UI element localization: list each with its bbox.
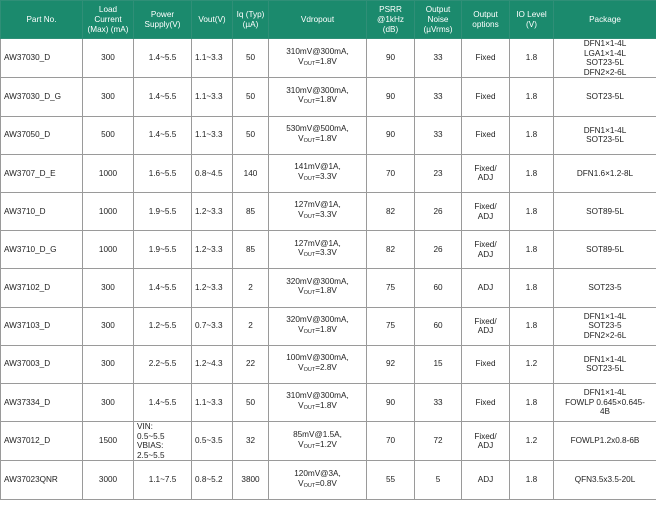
cell-vout: 1.1~3.3	[192, 39, 233, 78]
table-row	[1, 269, 656, 307]
cell-power-supply	[134, 383, 192, 421]
cell-output-noise: 5	[415, 461, 462, 499]
cell-vout: 1.2~3.3	[192, 269, 233, 307]
cell-io-level: 1.8	[510, 231, 554, 269]
supply-line: 2.5~5.5	[137, 450, 165, 460]
header-load-current: Load Current (Max) (mA)	[83, 1, 134, 39]
option-line: ADJ	[477, 211, 494, 221]
vout-symbol: V	[298, 400, 304, 410]
table-row	[1, 78, 656, 116]
cell-iq: 50	[233, 116, 269, 154]
vout-subscript: OUT	[303, 443, 316, 450]
option-line: ADJ	[477, 173, 494, 183]
cell-iq: 3800	[233, 461, 269, 499]
vout-symbol: V	[298, 171, 304, 181]
option-line: Fixed/	[474, 163, 497, 173]
table-row	[1, 422, 656, 461]
vdropout-condition: 320mV@300mA,	[286, 315, 349, 324]
cell-vdropout	[269, 422, 367, 461]
vout-subscript: OUT	[303, 60, 316, 67]
vdropout-condition: 100mV@300mA,	[286, 353, 349, 363]
cell-iq: 22	[233, 345, 269, 383]
cell-load-current: 300	[83, 269, 134, 307]
cell-package	[554, 422, 656, 461]
package-line: SOT23-5L	[586, 58, 624, 68]
cell-output-noise: 33	[415, 383, 462, 421]
cell-power-supply	[134, 154, 192, 192]
vdropout-condition: 127mV@1A,	[294, 200, 341, 210]
vout-subscript: OUT	[303, 290, 316, 297]
vdropout-voltage: =1.8V	[315, 286, 337, 296]
cell-load-current: 3000	[83, 461, 134, 499]
option-line: Fixed/	[474, 240, 497, 250]
package-line: FOWLP1.2x0.8-6B	[570, 436, 640, 446]
vout-subscript: OUT	[303, 252, 316, 259]
supply-line: 1.2~5.5	[148, 321, 177, 331]
package-line: SOT23-5L	[586, 92, 624, 102]
header-psrr: PSRR @1kHz (dB)	[367, 1, 415, 39]
vdropout-condition: 310mV@300mA,	[286, 391, 349, 401]
package-line: DFN1×1-4L	[583, 354, 627, 364]
cell-io-level: 1.8	[510, 192, 554, 230]
cell-output-options	[462, 78, 510, 116]
supply-line: 1.4~5.5	[148, 397, 177, 407]
cell-load-current: 1000	[83, 154, 134, 192]
cell-power-supply	[134, 116, 192, 154]
cell-vdropout	[269, 269, 367, 307]
cell-io-level: 1.8	[510, 307, 554, 345]
cell-vout: 1.2~3.3	[192, 192, 233, 230]
vdropout-voltage: =0.8V	[315, 478, 337, 488]
cell-iq: 140	[233, 154, 269, 192]
cell-load-current: 300	[83, 383, 134, 421]
cell-output-noise: 15	[415, 345, 462, 383]
cell-output-options	[462, 116, 510, 154]
cell-power-supply	[134, 39, 192, 78]
cell-output-options	[462, 231, 510, 269]
cell-vdropout	[269, 154, 367, 192]
cell-part-no: AW37050_D	[1, 116, 83, 154]
cell-output-noise: 26	[415, 192, 462, 230]
cell-package	[554, 269, 656, 307]
supply-line: 1.1~7.5	[148, 475, 177, 485]
supply-line: 1.6~5.5	[148, 168, 177, 178]
cell-psrr: 92	[367, 345, 415, 383]
vdropout-condition: 85mV@1.5A,	[293, 430, 342, 440]
cell-output-noise: 33	[415, 78, 462, 116]
supply-line: VIN:	[137, 422, 153, 432]
cell-output-options	[462, 269, 510, 307]
cell-load-current: 1000	[83, 231, 134, 269]
header-power-supply: Power Supply(V)	[134, 1, 192, 39]
cell-power-supply	[134, 231, 192, 269]
cell-io-level: 1.2	[510, 345, 554, 383]
table-row	[1, 461, 656, 499]
vout-symbol: V	[298, 95, 304, 105]
cell-iq: 32	[233, 422, 269, 461]
vout-symbol: V	[298, 439, 304, 449]
package-line: 4B	[599, 407, 610, 417]
vout-subscript: OUT	[303, 482, 316, 489]
vdropout-voltage: =1.8V	[315, 56, 337, 66]
vout-subscript: OUT	[303, 404, 316, 411]
supply-line: 1.4~5.5	[148, 92, 177, 102]
cell-output-noise: 60	[415, 307, 462, 345]
cell-vout: 1.2~3.3	[192, 231, 233, 269]
table-row	[1, 383, 656, 421]
cell-vdropout	[269, 231, 367, 269]
cell-load-current: 300	[83, 39, 134, 78]
cell-load-current: 1000	[83, 192, 134, 230]
vdropout-condition: 310mV@300mA,	[286, 47, 349, 57]
vout-symbol: V	[298, 478, 304, 488]
vout-symbol: V	[298, 133, 304, 143]
cell-part-no: AW37102_D	[1, 269, 83, 307]
package-line: SOT89-5L	[586, 244, 624, 254]
vdropout-condition: 120mV@3A,	[294, 468, 341, 478]
cell-psrr: 75	[367, 307, 415, 345]
cell-iq: 50	[233, 78, 269, 116]
package-line: LGA1×1-4L	[583, 48, 627, 58]
cell-psrr: 75	[367, 269, 415, 307]
vdropout-voltage: =1.8V	[315, 95, 337, 105]
cell-vout: 1.2~4.3	[192, 345, 233, 383]
supply-line: 1.9~5.5	[148, 206, 177, 216]
cell-part-no: AW37023QNR	[1, 461, 83, 499]
cell-iq: 2	[233, 307, 269, 345]
header-output-options: Output options	[462, 1, 510, 39]
cell-part-no: AW37103_D	[1, 307, 83, 345]
vdropout-voltage: =3.3V	[315, 171, 337, 181]
cell-load-current: 300	[83, 78, 134, 116]
cell-package	[554, 307, 656, 345]
package-line: SOT23-5	[588, 321, 622, 331]
option-line: ADJ	[477, 326, 494, 336]
cell-io-level: 1.8	[510, 461, 554, 499]
option-line: ADJ	[477, 249, 494, 259]
option-line: ADJ	[477, 441, 494, 451]
cell-power-supply	[134, 345, 192, 383]
table-row	[1, 307, 656, 345]
cell-load-current: 300	[83, 345, 134, 383]
option-line: Fixed	[475, 92, 496, 102]
cell-psrr: 90	[367, 116, 415, 154]
cell-part-no: AW37003_D	[1, 345, 83, 383]
table-row	[1, 231, 656, 269]
vout-subscript: OUT	[303, 366, 316, 373]
header-output-noise: Output Noise (µVrms)	[415, 1, 462, 39]
cell-output-options	[462, 39, 510, 78]
option-line: Fixed	[475, 130, 496, 140]
vdropout-condition: 141mV@1A,	[294, 162, 341, 172]
table-row	[1, 154, 656, 192]
cell-iq: 50	[233, 383, 269, 421]
vout-symbol: V	[298, 362, 304, 372]
vdropout-voltage: =3.3V	[315, 248, 337, 258]
header-vdropout: Vdropout	[269, 1, 367, 39]
table-row	[1, 345, 656, 383]
table-row	[1, 39, 656, 78]
supply-line: 2.2~5.5	[148, 359, 177, 369]
cell-psrr: 82	[367, 192, 415, 230]
cell-vout: 0.8~5.2	[192, 461, 233, 499]
vdropout-condition: 127mV@1A,	[294, 238, 341, 248]
cell-part-no: AW3710_D	[1, 192, 83, 230]
option-line: Fixed/	[474, 201, 497, 211]
vout-symbol: V	[298, 56, 304, 66]
vdropout-voltage: =1.8V	[315, 400, 337, 410]
supply-line: 1.4~5.5	[148, 283, 177, 293]
vdropout-voltage: =1.8V	[315, 133, 337, 143]
cell-vout: 1.1~3.3	[192, 78, 233, 116]
cell-vout: 0.7~3.3	[192, 307, 233, 345]
supply-line: 0.5~5.5	[137, 431, 165, 441]
package-line: DFN2×2-6L	[583, 67, 627, 77]
cell-output-options	[462, 154, 510, 192]
cell-load-current: 500	[83, 116, 134, 154]
option-line: Fixed	[475, 359, 496, 369]
package-line: DFN1×1-4L	[583, 311, 627, 321]
option-line: ADJ	[477, 475, 494, 485]
supply-line: VBIAS:	[137, 441, 164, 451]
cell-output-options	[462, 307, 510, 345]
cell-output-noise: 60	[415, 269, 462, 307]
cell-psrr: 90	[367, 383, 415, 421]
cell-power-supply	[134, 461, 192, 499]
cell-vout: 1.1~3.3	[192, 116, 233, 154]
header-package: Package	[554, 1, 656, 39]
package-line: SOT23-5L	[586, 364, 624, 374]
cell-package	[554, 461, 656, 499]
cell-package	[554, 39, 656, 78]
cell-io-level: 1.8	[510, 116, 554, 154]
package-line: SOT23-5L	[586, 135, 624, 145]
cell-psrr: 90	[367, 78, 415, 116]
vdropout-voltage: =3.3V	[315, 210, 337, 220]
header-vout: Vout(V)	[192, 1, 233, 39]
cell-part-no: AW3710_D_G	[1, 231, 83, 269]
cell-part-no: AW37012_D	[1, 422, 83, 461]
package-line: FOWLP 0.645×0.645-	[565, 397, 645, 407]
cell-part-no: AW37030_D	[1, 39, 83, 78]
package-line: DFN2×2-6L	[583, 330, 627, 340]
cell-output-options	[462, 383, 510, 421]
cell-part-no: AW3707_D_E	[1, 154, 83, 192]
cell-vdropout	[269, 307, 367, 345]
cell-output-noise: 72	[415, 422, 462, 461]
cell-io-level: 1.2	[510, 422, 554, 461]
vout-symbol: V	[298, 286, 304, 296]
cell-vdropout	[269, 192, 367, 230]
cell-output-noise: 33	[415, 116, 462, 154]
cell-power-supply	[134, 192, 192, 230]
cell-io-level: 1.8	[510, 383, 554, 421]
cell-package	[554, 116, 656, 154]
cell-power-supply	[134, 307, 192, 345]
cell-io-level: 1.8	[510, 269, 554, 307]
cell-vout: 0.5~3.5	[192, 422, 233, 461]
option-line: Fixed	[475, 397, 496, 407]
cell-output-options	[462, 422, 510, 461]
cell-output-noise: 23	[415, 154, 462, 192]
cell-psrr: 82	[367, 231, 415, 269]
table-body	[1, 39, 656, 500]
cell-package	[554, 231, 656, 269]
vout-subscript: OUT	[303, 137, 316, 144]
cell-vdropout	[269, 461, 367, 499]
cell-package	[554, 78, 656, 116]
table-row	[1, 192, 656, 230]
cell-vdropout	[269, 383, 367, 421]
cell-package	[554, 192, 656, 230]
vdropout-voltage: =1.2V	[315, 439, 337, 449]
cell-output-options	[462, 345, 510, 383]
supply-line: 1.9~5.5	[148, 244, 177, 254]
vout-symbol: V	[298, 210, 304, 220]
cell-power-supply	[134, 78, 192, 116]
cell-iq: 50	[233, 39, 269, 78]
cell-output-noise: 33	[415, 39, 462, 78]
vdropout-voltage: =2.8V	[315, 362, 337, 372]
package-line: SOT89-5L	[586, 206, 624, 216]
vdropout-condition: 530mV@500mA,	[286, 124, 349, 134]
cell-package	[554, 345, 656, 383]
header-io-level: IO Level (V)	[510, 1, 554, 39]
cell-part-no: AW37334_D	[1, 383, 83, 421]
cell-vout: 1.1~3.3	[192, 383, 233, 421]
supply-line: 1.4~5.5	[148, 130, 177, 140]
vout-subscript: OUT	[303, 328, 316, 335]
cell-output-noise: 26	[415, 231, 462, 269]
option-line: Fixed/	[474, 431, 497, 441]
vout-symbol: V	[298, 248, 304, 258]
package-line: DFN1×1-4L	[583, 39, 627, 48]
cell-vdropout	[269, 39, 367, 78]
vout-symbol: V	[298, 324, 304, 334]
cell-psrr: 55	[367, 461, 415, 499]
header-iq: Iq (Typ) (µA)	[233, 1, 269, 39]
package-line: DFN1×1-4L	[583, 388, 627, 398]
cell-vdropout	[269, 116, 367, 154]
cell-power-supply	[134, 422, 192, 461]
cell-psrr: 90	[367, 39, 415, 78]
cell-power-supply	[134, 269, 192, 307]
header-row	[1, 1, 656, 39]
cell-load-current: 300	[83, 307, 134, 345]
package-line: QFN3.5x3.5-20L	[574, 475, 636, 485]
cell-load-current: 1500	[83, 422, 134, 461]
header-part-no: Part No.	[1, 1, 83, 39]
cell-vdropout	[269, 78, 367, 116]
option-line: ADJ	[477, 283, 494, 293]
supply-line: 1.4~5.5	[148, 53, 177, 63]
vdropout-condition: 320mV@300mA,	[286, 276, 349, 286]
vdropout-condition: 310mV@300mA,	[286, 85, 349, 95]
cell-iq: 85	[233, 192, 269, 230]
option-line: Fixed	[475, 53, 496, 63]
cell-iq: 2	[233, 269, 269, 307]
cell-part-no: AW37030_D_G	[1, 78, 83, 116]
cell-psrr: 70	[367, 422, 415, 461]
package-line: DFN1×1-4L	[583, 125, 627, 135]
package-line: SOT23-5	[588, 283, 622, 293]
cell-vout: 0.8~4.5	[192, 154, 233, 192]
cell-io-level: 1.8	[510, 39, 554, 78]
cell-package	[554, 383, 656, 421]
cell-iq: 85	[233, 231, 269, 269]
vout-subscript: OUT	[303, 175, 316, 182]
package-line: DFN1.6×1.2-8L	[576, 168, 634, 178]
vout-subscript: OUT	[303, 99, 316, 106]
cell-output-options	[462, 192, 510, 230]
cell-package	[554, 154, 656, 192]
vout-subscript: OUT	[303, 214, 316, 221]
vdropout-voltage: =1.8V	[315, 324, 337, 334]
option-line: Fixed/	[474, 316, 497, 326]
cell-vdropout	[269, 345, 367, 383]
cell-output-options	[462, 461, 510, 499]
cell-io-level: 1.8	[510, 154, 554, 192]
cell-psrr: 70	[367, 154, 415, 192]
table-row	[1, 116, 656, 154]
cell-io-level: 1.8	[510, 78, 554, 116]
